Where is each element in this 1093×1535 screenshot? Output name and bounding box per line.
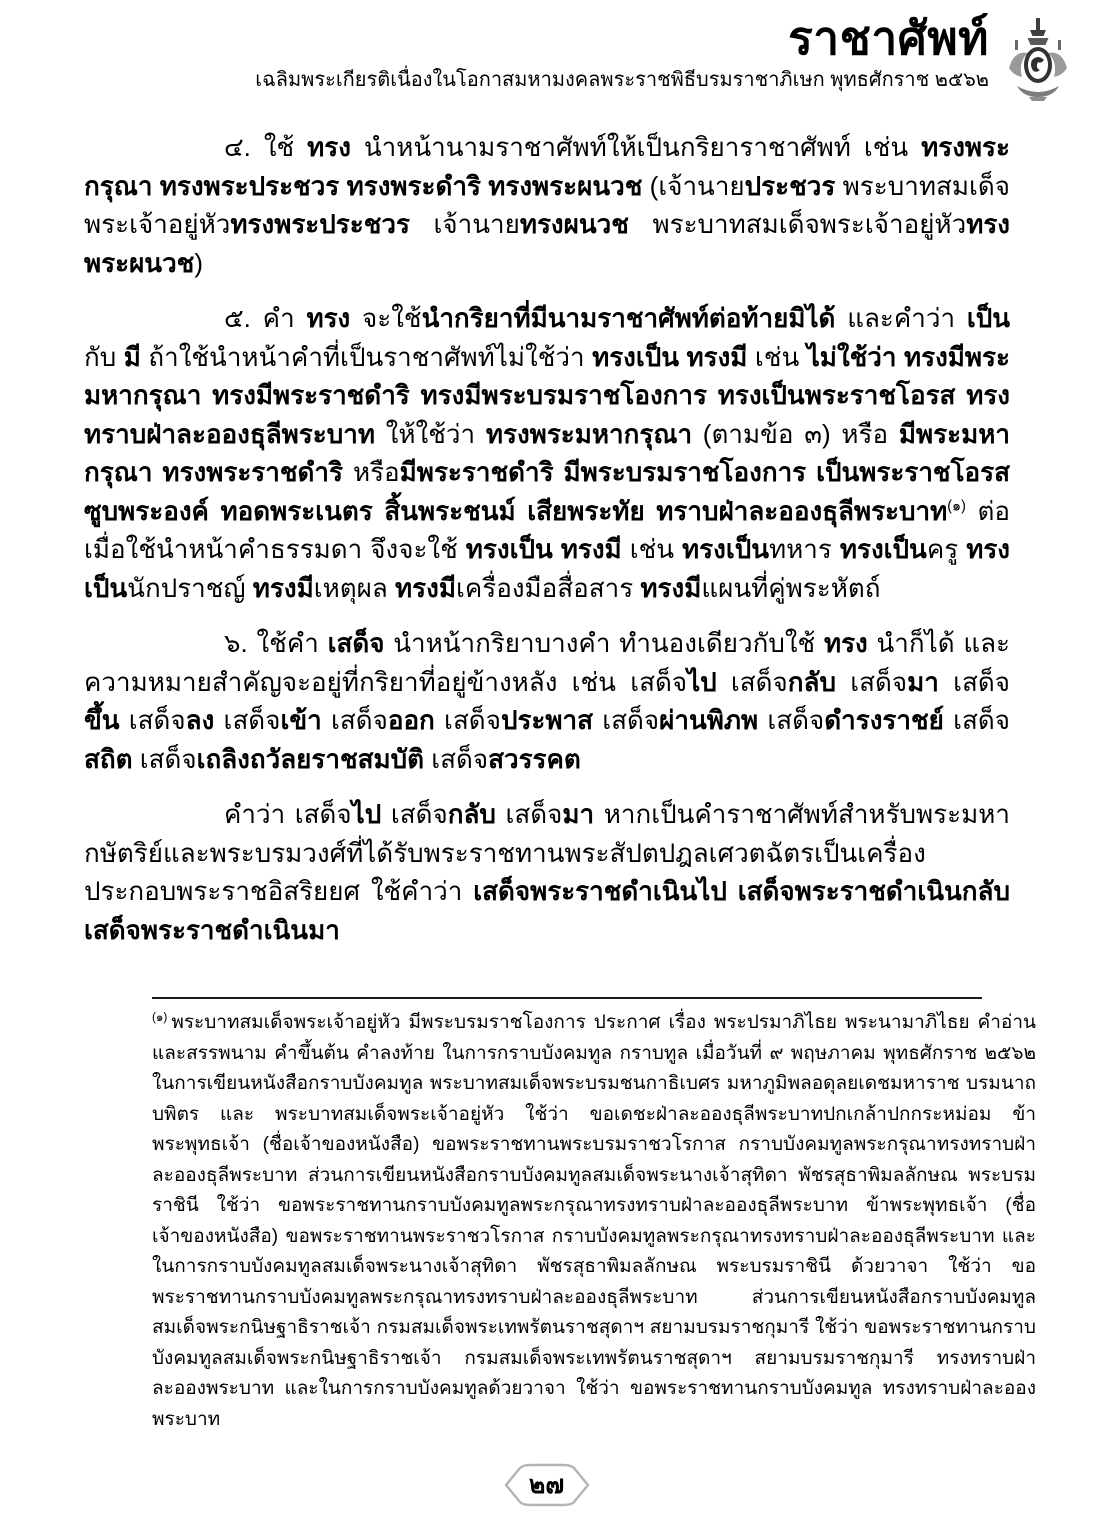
footnote [152,1008,1036,1435]
page-number-badge [491,1461,603,1511]
document-body [84,128,1010,966]
paragraph-item-4: ๔. ใช้ ทรง นำหน้านามราชาศัพท์ให้เป็นกริยาราชาศัพท์ เช่น ทรงพระกรุณา ทรงพระประชวร ทรงพระดำริ ทรงพระผนวช (เจ้านายประชวร พระบาทสมเด็จพระเจ้าอยู่หัวทรงพระประชวร เจ้านายทรงผนวช พระบาทสมเด็จพระเจ้าอยู่หัวทรงพระผนวช) [84,132,1010,278]
footnote-text: พระบาทสมเด็จพระเจ้าอยู่หัว มีพระบรมราชโองการ ประกาศ เรื่อง พระปรมาภิไธย พระนามาภิไธย คำอ่าน และสรรพนาม คำขึ้นต้น คำลงท้าย ในการกราบบังคมทูล กราบทูล เมื่อวันที่ ๙ พฤษภาคม พุทธศักราช ๒๕๖๒ ในการเขียนหนังสือกราบบังคมทูล พระบาทสมเด็จพระบรมชนกาธิเบศร มหาภูมิพลอดุลยเดชมหาราช บรมนาถบพิตร และ พระบาทสมเด็จพระเจ้าอยู่หัว ใช้ว่า ขอเดชะฝ่าละอองธุลีพระบาทปกเกล้าปกกระหม่อม ข้าพระพุทธเจ้า (ชื่อเจ้าของหนังสือ) ขอพระราชทานพระบรมราชวโรกาส กราบบังคมทูลพระกรุณาทรงทราบฝ่าละอองธุลีพระบาท ส่วนการเขียนหนังสือกราบบังคมทูลสมเด็จพระนางเจ้าสุทิดา พัชรสุธาพิมลลักษณ พระบรมราชินี ใช้ว่า ขอพระราชทานกราบบังคมทูลพระกรุณาทรงทราบฝ่าละอองธุลีพระบาท ข้าพระพุทธเจ้า (ชื่อเจ้าของหนังสือ) ขอพระราชทานพระราชวโรกาส กราบบังคมทูลพระกรุณาทรงทราบฝ่าละอองธุลีพระบาท และในการกราบบังคมทูลสมเด็จพระนางเจ้าสุทิดา พัชรสุธาพิมลลักษณ พระบรมราชินี ด้วยวาจา ใช้ว่า ขอพระราชทานกราบบังคมทูลพระกรุณาทรงทราบฝ่าละอองธุลีพระบาท ส่วนการเขียนหนังสือกราบบังคมทูลสมเด็จพระกนิษฐาธิราชเจ้า กรมสมเด็จพระเทพรัตนราชสุดาฯ สยามบรมราชกุมารี ใช้ว่า ขอพระราชทานกราบบังคมทูลสมเด็จพระกนิษฐาธิราชเจ้า กรมสมเด็จพระเทพรัตนราชสุดาฯ สยามบรมราชกุมารี ทรงทราบฝ่าละอองพระบาท และในการกราบบังคมทูลด้วยวาจา ใช้ว่า ขอพระราชทานกราบบังคมทูล ทรงทราบฝ่าละอองพระบาท [152,1012,1036,1430]
footnote-divider [152,997,982,999]
coronation-emblem-icon [1003,16,1073,102]
page-subtitle: เฉลิมพระเกียรติเนื่องในโอกาสมหามงคลพระราชพิธีบรมราชาภิเษก พุทธศักราช ๒๕๖๒ [255,69,989,91]
paragraph-closing: คำว่า เสด็จไป เสด็จกลับ เสด็จมา หากเป็นคำราชาศัพท์สำหรับพระมหากษัตริย์และพระบรมวงศ์ที่ได้รับพระราชทานพระสัปตปฎลเศวตฉัตรเป็นเครื่องประกอบพระราชอิสริยยศ ใช้คำว่า เสด็จพระราชดำเนินไป เสด็จพระราชดำเนินกลับ เสด็จพระราชดำเนินมา [84,799,1010,945]
footnote-marker: (๑) [152,1010,168,1024]
page-title: ราชาศัพท์ [788,12,989,64]
page-number: ๒๗ [528,1471,565,1499]
paragraph-item-5: ๕. คำ ทรง จะใช้นำกริยาที่มีนามราชาศัพท์ต่อท้ายมิได้ และคำว่า เป็น กับ มี ถ้าใช้นำหน้าคำที่เป็นราชาศัพท์ไม่ใช้ว่า ทรงเป็น ทรงมี เช่น ไม่ใช้ว่า ทรงมีพระมหากรุณา ทรงมีพระราชดำริ ทรงมีพระบรมราชโองการ ทรงเป็นพระราชโอรส ทรงทราบฝ่าละอองธุลีพระบาท ให้ใช้ว่า ทรงพระมหากรุณา (ตามข้อ ๓) หรือ มีพระมหากรุณา ทรงพระราชดำริ หรือมีพระราชดำริ มีพระบรมราชโองการ เป็นพระราชโอรส ซูบพระองค์ ทอดพระเนตร สิ้นพระชนม์ เสียพระทัย ทราบฝ่าละอองธุลีพระบาท$^{(๑)}$ ต่อเมื่อใช้นำหน้าคำธรรมดา จึงจะใช้ ทรงเป็น ทรงมี เช่น ทรงเป็นทหาร ทรงเป็นครู ทรงเป็นนักปราชญ์ ทรงมีเหตุผล ทรงมีเครื่องมือสื่อสาร ทรงมีแผนที่คู่พระหัตถ์ [84,303,1011,603]
paragraph-item-6: ๖. ใช้คำ เสด็จ นำหน้ากริยาบางคำ ทำนองเดียวกับใช้ ทรง นำก็ได้ และความหมายสำคัญจะอยู่ที่กริยาที่อยู่ข้างหลัง เช่น เสด็จไป เสด็จกลับ เสด็จมา เสด็จขึ้น เสด็จลง เสด็จเข้า เสด็จออก เสด็จประพาส เสด็จผ่านพิภพ เสด็จดำรงราชย์ เสด็จสถิต เสด็จเถลิงถวัลยราชสมบัติ เสด็จสวรรคต [84,628,1011,774]
